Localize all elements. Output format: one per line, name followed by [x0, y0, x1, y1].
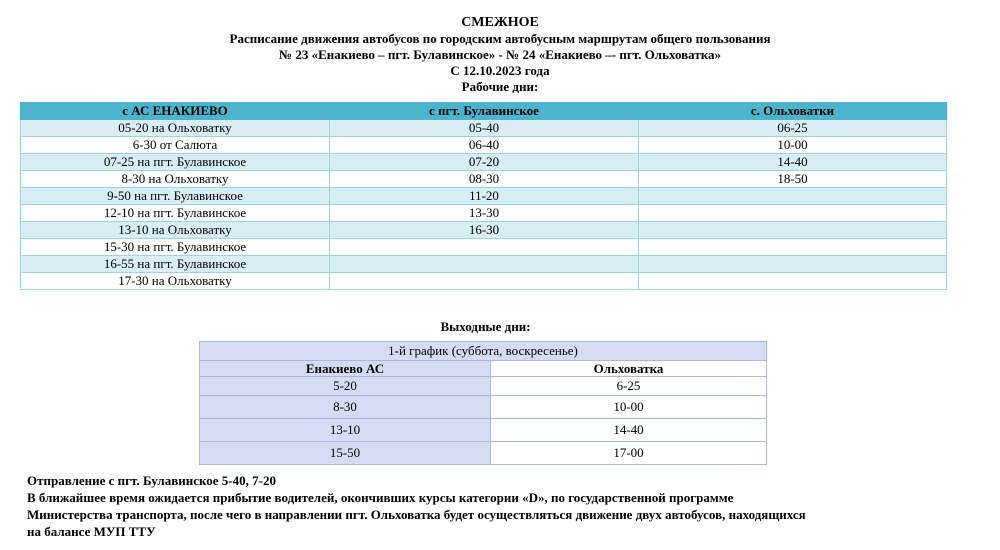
- column-header-olkhovatka: Ольховатка: [491, 361, 767, 377]
- table-cell: [639, 205, 947, 222]
- table-row: [200, 396, 767, 419]
- table-cell: [330, 239, 639, 256]
- info-note-line: на балансе МУП ТТУ: [27, 524, 156, 539]
- effective-date: С 12.10.2023 года: [450, 63, 550, 78]
- table-row: [21, 222, 947, 239]
- weekends-heading: Выходные дни:: [440, 319, 531, 334]
- weekday-schedule-table: [20, 102, 947, 290]
- table-cell: [639, 188, 947, 205]
- table-cell: [639, 222, 947, 239]
- table-row: [200, 442, 767, 465]
- table-cell: 10-00: [639, 137, 947, 154]
- table-cell: 17-00: [491, 442, 767, 465]
- table-row: [21, 171, 947, 188]
- table-cell: [639, 239, 947, 256]
- table-cell: 15-50: [200, 442, 491, 465]
- table-row: [200, 377, 767, 396]
- table-row: [21, 188, 947, 205]
- table-cell: 6-30 от Салюта: [21, 137, 330, 154]
- table-cell: 5-20: [200, 377, 491, 396]
- column-header-bulavinskoe: с пгт. Булавинское: [330, 103, 639, 120]
- table-cell: 06-40: [330, 137, 639, 154]
- table-cell: [639, 273, 947, 290]
- departure-note: Отправление с пгт. Булавинское 5-40, 7-20: [27, 473, 276, 488]
- info-note-line: Министерства транспорта, после чего в направлении пгт. Ольховатка будет осуществляться движение двух автобусов, находящихся: [27, 507, 806, 522]
- column-header-enakievo: с АС ЕНАКИЕВО: [21, 103, 330, 120]
- table-cell: 10-00: [491, 396, 767, 419]
- table-row: [21, 273, 947, 290]
- schedule-description: Расписание движения автобусов по городским автобусным маршрутам общего пользования: [229, 31, 771, 46]
- table-cell: 11-20: [330, 188, 639, 205]
- table-header-row: [200, 361, 767, 377]
- table-cell: 8-30: [200, 396, 491, 419]
- document-title: СМЕЖНОЕ: [461, 15, 539, 30]
- table-cell: 13-10 на Ольховатку: [21, 222, 330, 239]
- table-cell: 06-25: [639, 120, 947, 137]
- column-header-olkhovatka: с. Ольховатки: [639, 103, 947, 120]
- table-row: [21, 137, 947, 154]
- table-cell: 05-40: [330, 120, 639, 137]
- table-cell: 14-40: [491, 419, 767, 442]
- table-cell: 13-10: [200, 419, 491, 442]
- table-cell: 05-20 на Ольховатку: [21, 120, 330, 137]
- table-row: [21, 205, 947, 222]
- table-cell: 13-30: [330, 205, 639, 222]
- table-row: [21, 256, 947, 273]
- table-header-row: [21, 103, 947, 120]
- document-header: [0, 14, 1000, 95]
- table-cell: 07-20: [330, 154, 639, 171]
- info-note-line: В ближайшее время ожидается прибытие водителей, окончивших курсы категории «D», по государственной программе: [27, 490, 734, 505]
- weekdays-heading: Рабочие дни:: [461, 79, 539, 94]
- table-cell: [330, 256, 639, 273]
- footer-notes: [27, 472, 987, 540]
- table-cell: 8-30 на Ольховатку: [21, 171, 330, 188]
- table-cell: 12-10 на пгт. Булавинское: [21, 205, 330, 222]
- column-header-enakievo: Енакиево АС: [200, 361, 491, 377]
- table-cell: 6-25: [491, 377, 767, 396]
- table-cell: [330, 273, 639, 290]
- table-caption-row: [200, 342, 767, 361]
- table-cell: 17-30 на Ольховатку: [21, 273, 330, 290]
- schedule-caption: 1-й график (суббота, воскресенье): [200, 342, 767, 361]
- table-cell: 07-25 на пгт. Булавинское: [21, 154, 330, 171]
- table-row: [21, 120, 947, 137]
- table-cell: 16-55 на пгт. Булавинское: [21, 256, 330, 273]
- table-cell: 9-50 на пгт. Булавинское: [21, 188, 330, 205]
- weekend-schedule-table: [199, 341, 767, 465]
- table-cell: 08-30: [330, 171, 639, 188]
- table-cell: 15-30 на пгт. Булавинское: [21, 239, 330, 256]
- table-cell: 16-30: [330, 222, 639, 239]
- table-row: [21, 239, 947, 256]
- route-numbers: № 23 «Енакиево – пгт. Булавинское» - № 24 «Енакиево –- пгт. Ольховатка»: [279, 47, 721, 62]
- table-cell: 18-50: [639, 171, 947, 188]
- table-cell: 14-40: [639, 154, 947, 171]
- table-row: [200, 419, 767, 442]
- table-cell: [639, 256, 947, 273]
- table-row: [21, 154, 947, 171]
